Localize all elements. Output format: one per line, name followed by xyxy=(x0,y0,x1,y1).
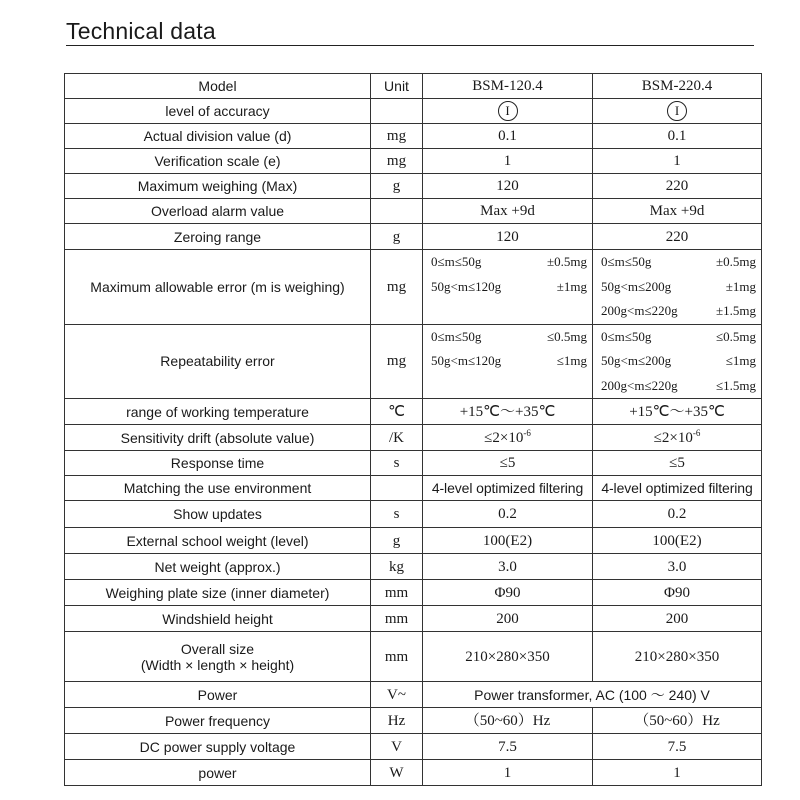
table-row xyxy=(65,124,762,149)
row-value-2: 4-level optimized filtering xyxy=(593,476,762,501)
row-unit xyxy=(371,99,423,124)
row-unit: g xyxy=(371,174,423,199)
error-line: 0≤m≤50g ±0.5mg xyxy=(601,254,756,270)
row-value-merged: Power transformer, AC (100 ～ 240) V xyxy=(423,682,762,708)
row-value-2: 0.1 xyxy=(593,124,762,149)
table-row xyxy=(65,149,762,174)
row-value-2: Max +9d xyxy=(593,199,762,224)
row-value-2: 200 xyxy=(593,606,762,632)
error-line: 50g<m≤200g ≤1mg xyxy=(601,353,756,369)
row-unit: g xyxy=(371,528,423,554)
table-row xyxy=(65,734,762,760)
table-row xyxy=(65,606,762,632)
row-value-2: 7.5 xyxy=(593,734,762,760)
row-label: Sensitivity drift (absolute value) xyxy=(65,425,371,451)
error-line: 50g<m≤200g ±1mg xyxy=(601,278,756,294)
row-label: Weighing plate size (inner diameter) xyxy=(65,580,371,606)
row-value-2: 0.2 xyxy=(593,501,762,528)
repeat-error-model-2 xyxy=(593,324,762,399)
repeat-error-model-1 xyxy=(423,324,593,399)
table-row xyxy=(65,99,762,124)
row-value-1: ≤5 xyxy=(423,451,593,476)
row-label: Matching the use environment xyxy=(65,476,371,501)
row-value-1: +15℃～+35℃ xyxy=(423,399,593,425)
row-value-2: 220 xyxy=(593,174,762,199)
row-value-2: 1 xyxy=(593,149,762,174)
row-unit: V xyxy=(371,734,423,760)
table-row xyxy=(65,224,762,250)
row-value-1: 4-level optimized filtering xyxy=(423,476,593,501)
error-line: 0≤m≤50g ≤0.5mg xyxy=(431,328,587,344)
row-unit: Hz xyxy=(371,708,423,734)
row-value-1: 1 xyxy=(423,149,593,174)
error-line: 50g<m≤120g ±1mg xyxy=(431,278,587,294)
table-row xyxy=(65,580,762,606)
row-value-1: 1 xyxy=(423,760,593,786)
row-label: Response time xyxy=(65,451,371,476)
row-value-1: 0.1 xyxy=(423,124,593,149)
table-row-repeatability xyxy=(65,324,762,399)
row-label: Actual division value (d) xyxy=(65,124,371,149)
row-label: Zeroing range xyxy=(65,224,371,250)
row-value-1: 3.0 xyxy=(423,554,593,580)
table-row xyxy=(65,501,762,528)
row-unit: g xyxy=(371,224,423,250)
row-value-1: 120 xyxy=(423,224,593,250)
row-unit: mg xyxy=(371,149,423,174)
row-unit: mm xyxy=(371,580,423,606)
row-value-1: 7.5 xyxy=(423,734,593,760)
row-value-1: 120 xyxy=(423,174,593,199)
row-value-2: Φ90 xyxy=(593,580,762,606)
table-row xyxy=(65,760,762,786)
row-label: Overload alarm value xyxy=(65,199,371,224)
row-unit xyxy=(371,199,423,224)
row-value-2: +15℃～+35℃ xyxy=(593,399,762,425)
max-error-model-1 xyxy=(423,250,593,325)
row-value-1: 210×280×350 xyxy=(423,632,593,682)
row-unit: s xyxy=(371,501,423,528)
row-value-2: 220 xyxy=(593,224,762,250)
row-value-1: 200 xyxy=(423,606,593,632)
row-unit: mg xyxy=(371,250,423,325)
row-value-2: 100(E2) xyxy=(593,528,762,554)
row-unit: ℃ xyxy=(371,399,423,425)
table-row xyxy=(65,399,762,425)
title-underline xyxy=(66,45,754,46)
row-unit xyxy=(371,476,423,501)
row-value-1: 0.2 xyxy=(423,501,593,528)
row-value-2 xyxy=(593,99,762,124)
header-model: Model xyxy=(65,74,371,99)
header-model-2: BSM-220.4 xyxy=(593,74,762,99)
table-row xyxy=(65,708,762,734)
spec-table xyxy=(64,73,762,786)
row-unit: s xyxy=(371,451,423,476)
row-label: Maximum weighing (Max) xyxy=(65,174,371,199)
row-value-1: $\le 2\times 10^{-6}$ xyxy=(423,425,593,451)
table-row xyxy=(65,425,762,451)
row-value-1: 100(E2) xyxy=(423,528,593,554)
row-label: Net weight (approx.) xyxy=(65,554,371,580)
table-row xyxy=(65,632,762,682)
table-row xyxy=(65,682,762,708)
row-unit: kg xyxy=(371,554,423,580)
row-label: Windshield height xyxy=(65,606,371,632)
header-unit: Unit xyxy=(371,74,423,99)
row-value-1: （50~60）Hz xyxy=(423,708,593,734)
error-line: 200g<m≤220g ±1.5mg xyxy=(601,303,756,319)
row-value-2: （50~60）Hz xyxy=(593,708,762,734)
row-unit: mm xyxy=(371,632,423,682)
row-label: External school weight (level) xyxy=(65,528,371,554)
row-unit: V~ xyxy=(371,682,423,708)
row-value-2: 1 xyxy=(593,760,762,786)
accuracy-class-badge: I xyxy=(498,101,518,121)
row-label: power xyxy=(65,760,371,786)
table-row xyxy=(65,451,762,476)
max-error-model-2 xyxy=(593,250,762,325)
page-title: Technical data xyxy=(66,18,216,44)
header-model-1: BSM-120.4 xyxy=(423,74,593,99)
row-value-1: Max +9d xyxy=(423,199,593,224)
row-label: Verification scale (e) xyxy=(65,149,371,174)
error-line: 200g<m≤220g ≤1.5mg xyxy=(601,377,756,393)
row-value-2: ≤5 xyxy=(593,451,762,476)
row-unit: mg xyxy=(371,124,423,149)
row-label: level of accuracy xyxy=(65,99,371,124)
error-line: 0≤m≤50g ±0.5mg xyxy=(431,254,587,270)
row-label: DC power supply voltage xyxy=(65,734,371,760)
accuracy-class-badge: I xyxy=(667,101,687,121)
row-label: Maximum allowable error (m is weighing) xyxy=(65,250,371,325)
row-unit: W xyxy=(371,760,423,786)
row-label: range of working temperature xyxy=(65,399,371,425)
table-row xyxy=(65,199,762,224)
row-value-1 xyxy=(423,99,593,124)
table-row xyxy=(65,554,762,580)
row-value-1: Φ90 xyxy=(423,580,593,606)
table-row xyxy=(65,174,762,199)
row-value-2: $\le 2\times 10^{-6}$ xyxy=(593,425,762,451)
row-value-2: 210×280×350 xyxy=(593,632,762,682)
error-line: 50g<m≤120g ≤1mg xyxy=(431,353,587,369)
table-row-max-error xyxy=(65,250,762,325)
row-value-2: 3.0 xyxy=(593,554,762,580)
row-label: Show updates xyxy=(65,501,371,528)
row-label: Power xyxy=(65,682,371,708)
table-header-row xyxy=(65,74,762,99)
row-label: Power frequency xyxy=(65,708,371,734)
row-unit: mg xyxy=(371,324,423,399)
table-row xyxy=(65,476,762,501)
error-line: 0≤m≤50g ≤0.5mg xyxy=(601,328,756,344)
row-unit: mm xyxy=(371,606,423,632)
row-unit: /K xyxy=(371,425,423,451)
table-row xyxy=(65,528,762,554)
row-label: Overall size (Width × length × height) xyxy=(65,632,371,682)
row-label: Repeatability error xyxy=(65,324,371,399)
